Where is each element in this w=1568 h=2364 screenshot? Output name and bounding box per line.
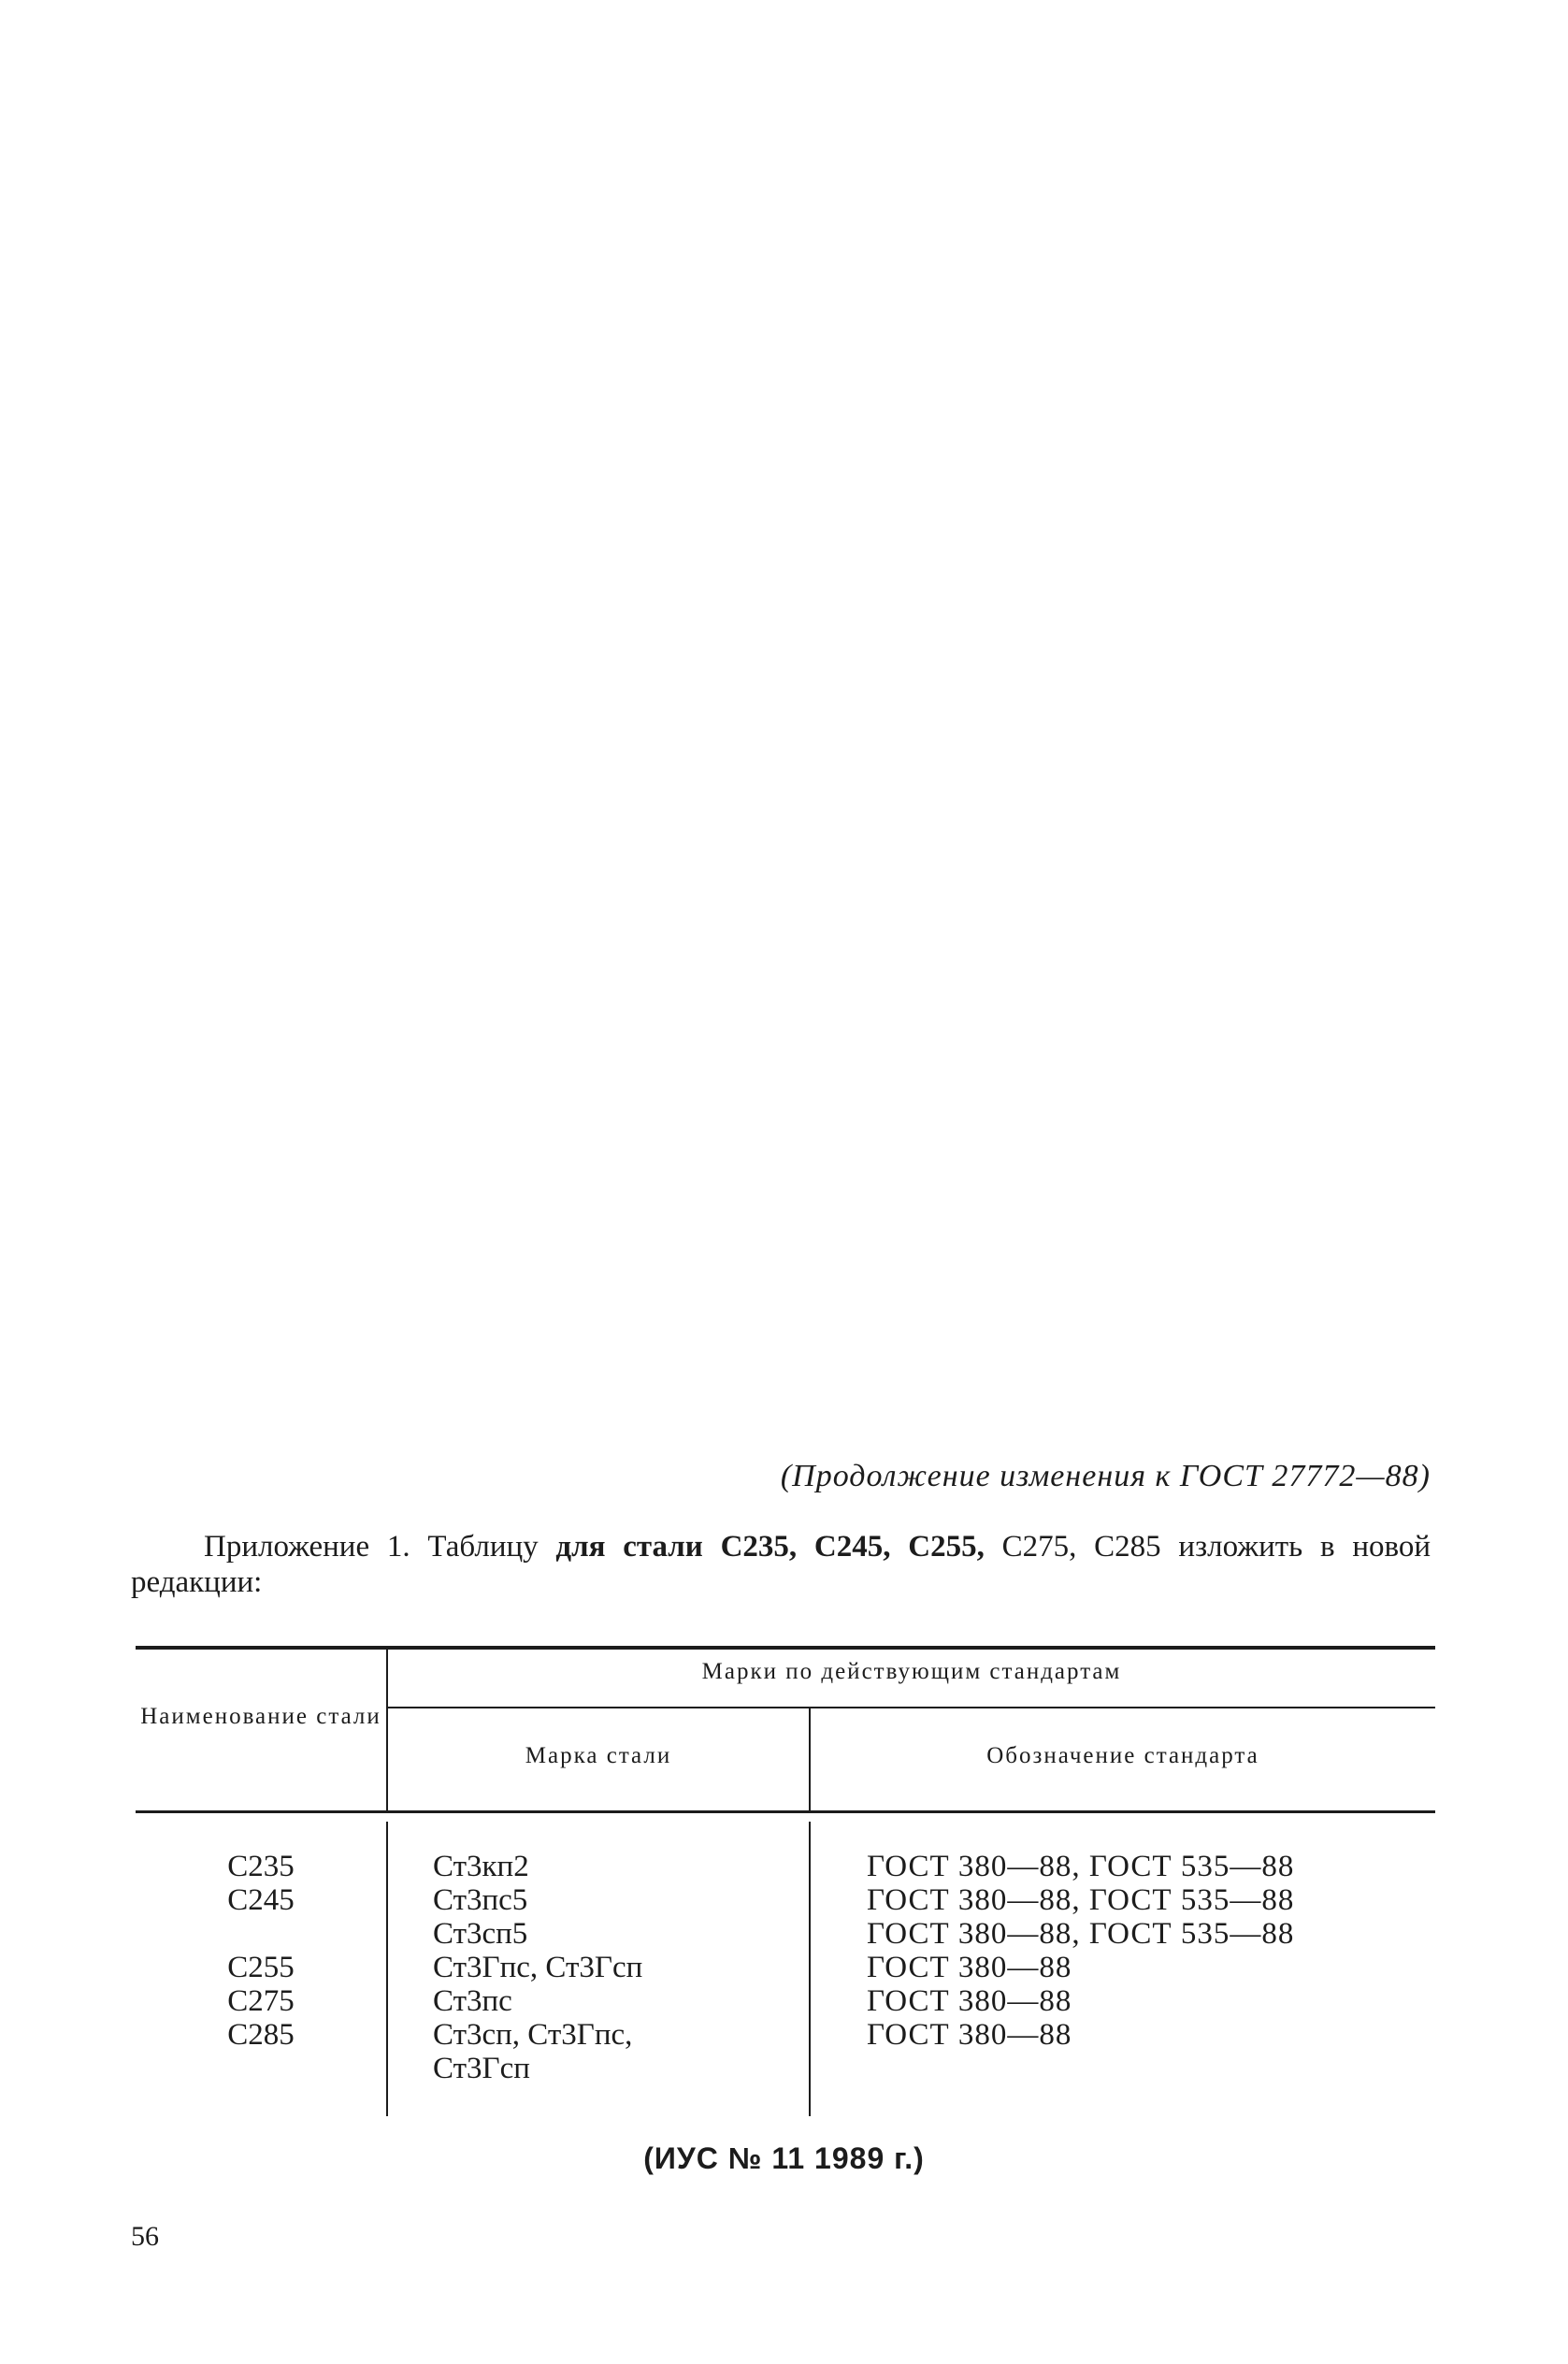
header-standard: Обозначение стандарта	[986, 1743, 1259, 1768]
header-marks-group: Марки по действующим стандартам	[701, 1659, 1122, 1684]
header-bottom-rule	[136, 1810, 1435, 1813]
steel-name-cell: С235	[227, 1850, 295, 1883]
steel-name-cell: С245	[227, 1883, 295, 1917]
intro-paragraph	[131, 1529, 1431, 1600]
header-group-rule	[388, 1707, 1435, 1708]
steel-grade-cell: Ст3сп, Ст3Гпс,	[433, 2018, 633, 2052]
column-steel-grades	[433, 1850, 798, 2085]
steel-name-cell: С255	[227, 1951, 295, 1984]
page-number: 56	[131, 2221, 159, 2252]
intro-bold: для стали С235, С245, С255,	[555, 1530, 985, 1564]
steel-name-cell	[136, 1917, 386, 1951]
body-divider-2	[809, 1822, 811, 2116]
standard-cell: ГОСТ 380—88, ГОСТ 535—88	[867, 1917, 1295, 1951]
standard-cell: ГОСТ 380—88	[867, 1951, 1072, 1984]
standard-cell: ГОСТ 380—88	[867, 1984, 1072, 2018]
standard-cell: ГОСТ 380—88, ГОСТ 535—88	[867, 1883, 1295, 1917]
steel-name-cell: С285	[227, 2018, 295, 2052]
steel-name-cell: С275	[227, 1984, 295, 2018]
body-divider-1	[386, 1822, 388, 2116]
steel-grade-cell: Ст3пс5	[433, 1883, 528, 1917]
intro-prefix: Приложение 1. Таблицу	[204, 1530, 556, 1564]
steel-grade-cell: Ст3кп2	[433, 1850, 529, 1883]
continuation-note: (Продолжение изменения к ГОСТ 27772—88)	[780, 1459, 1431, 1493]
header-steel-name: Наименование стали	[140, 1704, 381, 1729]
standard-cell	[867, 2052, 1428, 2085]
table-top-rule	[136, 1646, 1435, 1650]
standard-cell: ГОСТ 380—88, ГОСТ 535—88	[867, 1850, 1295, 1883]
steel-grade-cell: Ст3сп5	[433, 1917, 528, 1951]
header-steel-grade: Марка стали	[525, 1743, 672, 1768]
steel-grade-cell: Ст3Гпс, Ст3Гсп	[433, 1951, 643, 1984]
steel-grade-cell: Ст3пс	[433, 1984, 512, 2018]
steel-table	[136, 1646, 1435, 2118]
steel-grade-cell: Ст3Гсп	[433, 2052, 530, 2085]
column-standards	[867, 1850, 1428, 2085]
intro-suffix: С275, С285 изложить в новой редакции:	[131, 1530, 1431, 1599]
standard-cell: ГОСТ 380—88	[867, 2018, 1072, 2052]
column-steel-names	[136, 1850, 386, 2085]
ius-reference: (ИУС № 11 1989 г.)	[643, 2141, 925, 2175]
steel-name-cell	[136, 2052, 386, 2085]
